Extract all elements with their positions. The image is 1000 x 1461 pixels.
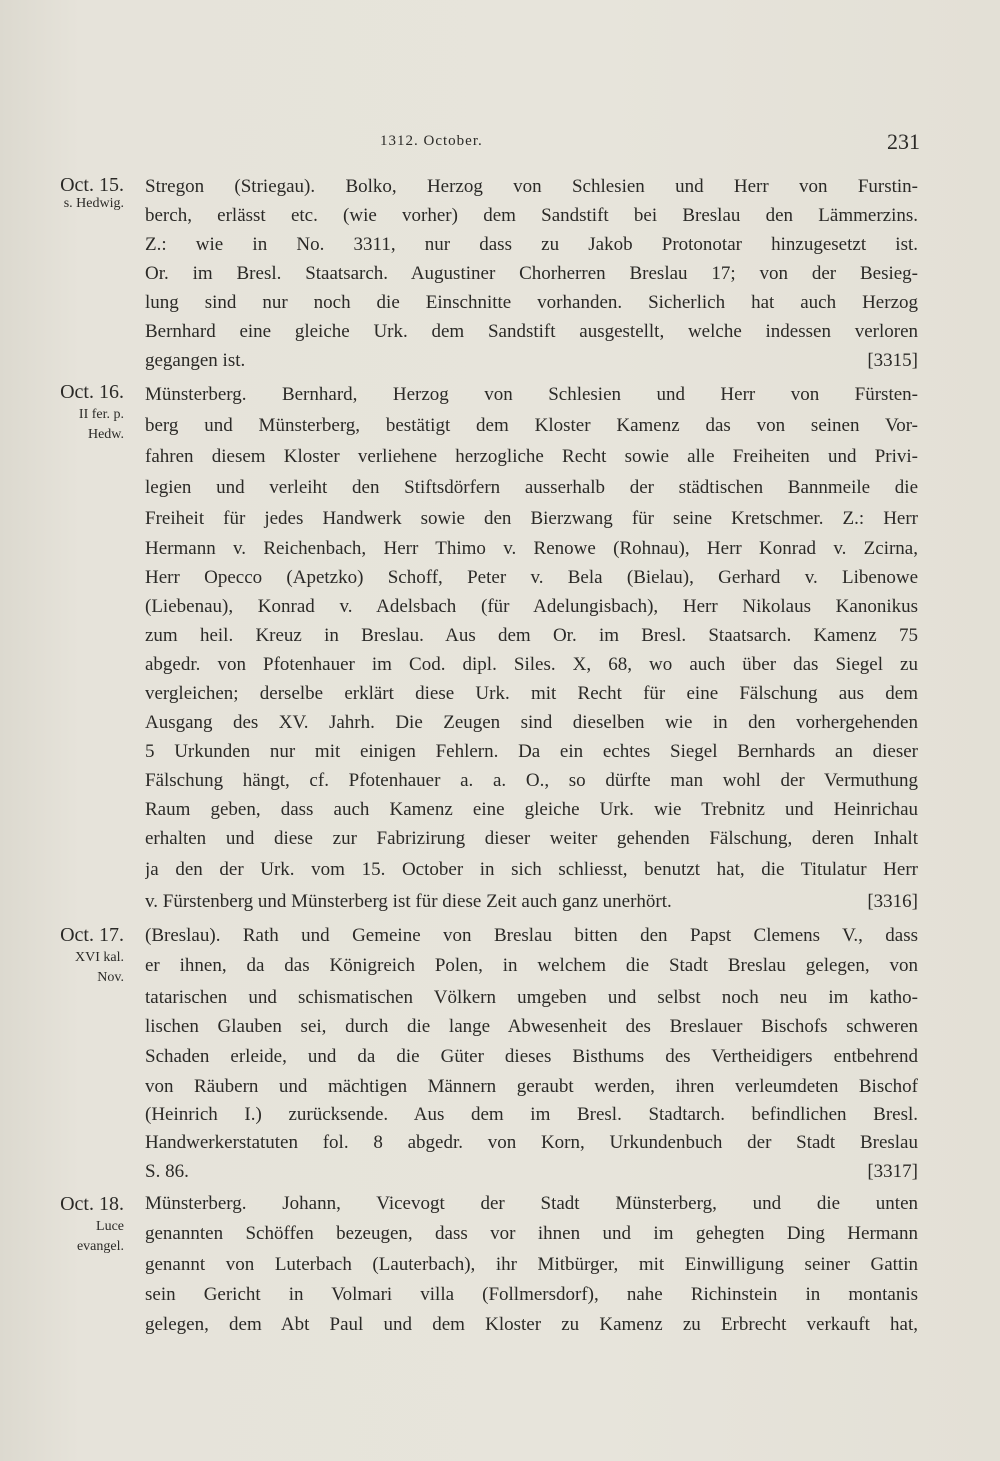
margin-date: Oct. 18. xyxy=(60,1193,124,1215)
entry-line: lischen Glauben sei, durch die lange Abwesenheit des Breslauer Bischofs schweren xyxy=(145,1016,918,1037)
entry-line: er ihnen, da das Königreich Polen, in welchem die Stadt Breslau gelegen, von xyxy=(145,955,918,976)
margin-note-3318 xyxy=(44,1191,124,1257)
entry-line: Ausgang des XV. Jahrh. Die Zeugen sind dieselben wie in den vorhergehenden xyxy=(145,712,918,733)
margin-note-3315 xyxy=(44,172,124,214)
margin-feast: II fer. p. xyxy=(78,407,124,422)
entry-line: Raum geben, dass auch Kamenz eine gleiche Urk. wie Trebnitz und Heinrichau xyxy=(145,799,918,820)
entry-line: (Liebenau), Konrad v. Adelsbach (für Adelungisbach), Herr Nikolaus Kanonikus xyxy=(145,596,918,617)
margin-feast: Hedw. xyxy=(87,427,124,442)
entry-line: Münsterberg. Bernhard, Herzog von Schlesien und Herr von Fürsten- xyxy=(145,384,918,405)
entry-line: Hermann v. Reichenbach, Herr Thimo v. Renowe (Rohnau), Herr Konrad v. Zcirna, xyxy=(145,538,918,559)
margin-feast: Luce xyxy=(96,1219,124,1234)
entry-line: sein Gericht in Volmari villa (Follmersdorf), nahe Richinstein in montanis xyxy=(145,1284,918,1305)
entry-line: erhalten und diese zur Fabrizirung dieser weiter gehenden Fälschung, deren Inhalt xyxy=(145,828,918,849)
margin-feast: Nov. xyxy=(97,970,124,985)
entry-line: Z.: wie in No. 3311, nur dass zu Jakob Protonotar hinzugesetzt ist. xyxy=(145,234,918,255)
entry-line: abgedr. von Pfotenhauer im Cod. dipl. Siles. X, 68, wo auch über das Siegel zu xyxy=(145,654,918,675)
entry-line: tatarischen und schismatischen Völkern umgeben und selbst noch neu im katho- xyxy=(145,987,918,1008)
running-header xyxy=(0,129,1000,157)
entry-line: v. Fürstenberg und Münsterberg ist für diese Zeit auch ganz unerhört. xyxy=(145,891,672,912)
margin-note-3317 xyxy=(44,922,124,988)
entry-line: lung sind nur noch die Einschnitte vorhanden. Sicherlich hat auch Herzog xyxy=(145,292,918,313)
entry-line: Münsterberg. Johann, Vicevogt der Stadt Münsterberg, und die unten xyxy=(145,1193,918,1214)
entry-line: berch, erlässt etc. (wie vorher) dem Sandstift bei Breslau den Lämmerzins. xyxy=(145,205,918,226)
entry-number: [3316] xyxy=(867,891,918,912)
entry-line: zum heil. Kreuz in Breslau. Aus dem Or. im Bresl. Staatsarch. Kamenz 75 xyxy=(145,625,918,646)
entry-line: ja den der Urk. vom 15. October in sich schliesst, benutzt hat, die Titulatur Herr xyxy=(145,859,918,880)
entry-last-line xyxy=(145,887,918,916)
entry-line: (Breslau). Rath und Gemeine von Breslau bitten den Papst Clemens V., dass xyxy=(145,925,918,946)
entry-last-line xyxy=(145,346,918,375)
page-number: 231 xyxy=(887,129,920,154)
entry-line: legien und verleiht den Stiftsdörfern ausserhalb der städtischen Bannmeile die xyxy=(145,477,918,498)
margin-date: Oct. 15. xyxy=(60,174,124,196)
entry-line: genannten Schöffen bezeugen, dass vor ihnen und im gehegten Ding Hermann xyxy=(145,1223,918,1244)
entry-line: berg und Münsterberg, bestätigt dem Kloster Kamenz das von seinen Vor- xyxy=(145,415,918,436)
entry-line: Stregon (Striegau). Bolko, Herzog von Schlesien und Herr von Furstin- xyxy=(145,176,918,197)
entry-line: Or. im Bresl. Staatsarch. Augustiner Chorherren Breslau 17; von der Besieg- xyxy=(145,263,918,284)
margin-feast: s. Hedwig. xyxy=(63,196,124,211)
entry-line: Handwerkerstatuten fol. 8 abgedr. von Korn, Urkundenbuch der Stadt Breslau xyxy=(145,1132,918,1153)
entry-line: Herr Opecco (Apetzko) Schoff, Peter v. Bela (Bielau), Gerhard v. Libenowe xyxy=(145,567,918,588)
entry-line: Fälschung hängt, cf. Pfotenhauer a. a. O., so dürfte man wohl der Vermuthung xyxy=(145,770,918,791)
entry-line: vergleichen; derselbe erklärt diese Urk. mit Recht für eine Fälschung aus dem xyxy=(145,683,918,704)
entry-line: fahren diesem Kloster verliehene herzogliche Recht sowie alle Freiheiten und Privi- xyxy=(145,446,918,467)
entry-number: [3317] xyxy=(867,1161,918,1182)
margin-date: Oct. 16. xyxy=(60,381,124,403)
entry-last-line xyxy=(145,1157,918,1186)
entry-line: von Räubern und mächtigen Männern geraubt werden, ihren verleumdeten Bischof xyxy=(145,1076,918,1097)
entry-line: 5 Urkunden nur mit einigen Fehlern. Da ein echtes Siegel Bernhards an dieser xyxy=(145,741,918,762)
entry-line: S. 86. xyxy=(145,1161,189,1182)
margin-note-3316 xyxy=(44,379,124,445)
entry-line: Schaden erleide, und da die Güter dieses Bisthums des Vertheidigers entbehrend xyxy=(145,1046,918,1067)
entry-line: genannt von Luterbach (Lauterbach), ihr Mitbürger, mit Einwilligung seiner Gattin xyxy=(145,1254,918,1275)
entry-line: Freiheit für jedes Handwerk sowie den Bierzwang für seine Kretschmer. Z.: Herr xyxy=(145,508,918,529)
margin-feast: XVI kal. xyxy=(75,950,124,965)
margin-date: Oct. 17. xyxy=(60,924,124,946)
entry-line: Bernhard eine gleiche Urk. dem Sandstift ausgestellt, welche indessen verloren xyxy=(145,321,918,342)
entry-line: (Heinrich I.) zurücksende. Aus dem im Bresl. Stadtarch. befindlichen Bresl. xyxy=(145,1104,918,1125)
entry-number: [3315] xyxy=(867,350,918,371)
entry-line: gegangen ist. xyxy=(145,350,246,371)
header-title: 1312. October. xyxy=(380,133,483,149)
entry-line: gelegen, dem Abt Paul und dem Kloster zu Kamenz zu Erbrecht verkauft hat, xyxy=(145,1314,918,1335)
margin-feast: evangel. xyxy=(76,1239,124,1254)
